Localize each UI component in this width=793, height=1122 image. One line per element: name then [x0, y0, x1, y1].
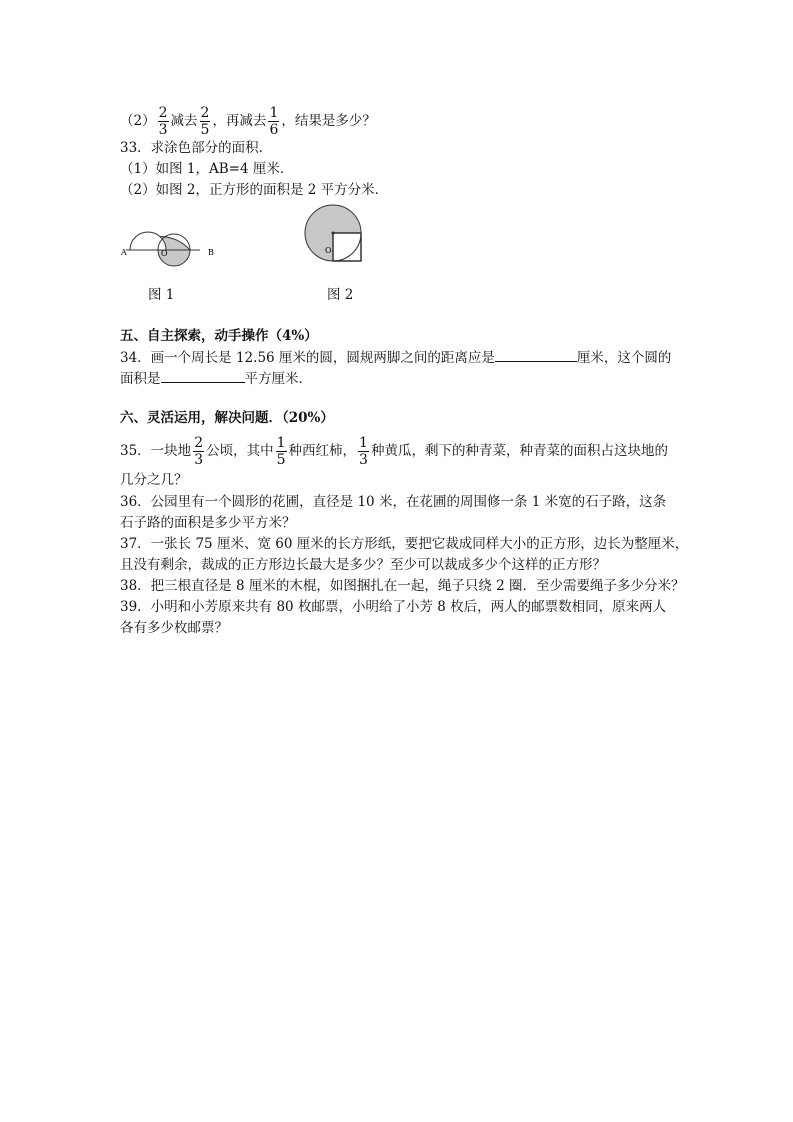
q37-line2: 且没有剩余，裁成的正方形边长最大是多少？至少可以裁成多少个这样的正方形？ — [120, 557, 606, 573]
fraction-1-5 — [276, 436, 287, 467]
fraction-denominator: 3 — [359, 452, 368, 468]
fraction-denominator: 5 — [200, 122, 210, 138]
fraction-numerator: 2 — [200, 105, 210, 121]
q33-part2: （2）如图 2，正方形的面积是 2 平方分米． — [120, 182, 389, 198]
fraction-denominator: 3 — [158, 122, 168, 138]
fraction-numerator: 1 — [359, 435, 368, 451]
fig1-label-b: B — [208, 248, 214, 257]
figure-2-diagram — [302, 200, 372, 268]
fraction-numerator: 2 — [158, 105, 168, 121]
q35-text-2: 公顷，其中 — [206, 443, 274, 459]
q34-line1 — [120, 347, 671, 368]
q32-part2 — [120, 106, 376, 137]
q35-line2: 几分之几？ — [120, 472, 188, 488]
q37-line1: 37．一张长 75 厘米、宽 60 厘米的长方形纸，要把它裁成同样大小的正方形，边长为整厘米， — [120, 536, 689, 552]
fraction-2-3 — [158, 106, 169, 137]
fraction-denominator: 3 — [194, 452, 204, 468]
q38: 38．把三根直径是 8 厘米的木棍，如图捆扎在一起，绳子只绕 2 圈．至少需要绳子多少分米？ — [120, 578, 685, 594]
fraction-2-5 — [200, 106, 211, 137]
fraction-denominator: 5 — [276, 452, 286, 468]
q39-line2: 各有多少枚邮票？ — [120, 620, 228, 636]
q39-line1: 39．小明和小芳原来共有 80 枚邮票，小明给了小芳 8 枚后，两人的邮票数相同，原来两人 — [120, 599, 667, 615]
q35-text-3: 种西红柿， — [288, 443, 357, 459]
q32-part2-prefix: （2） — [120, 113, 156, 129]
q34-blank-radius — [495, 347, 577, 362]
section-5-heading: 五、自主探索，动手操作（4%） — [120, 328, 318, 344]
q32-text-then-subtract: ，再减去 — [212, 113, 267, 129]
fraction-numerator: 1 — [276, 435, 286, 451]
q34-text-b: 厘米，这个圆的 — [576, 350, 672, 366]
q34-text-d: 平方厘米． — [244, 371, 312, 387]
fig2-white-quarter — [333, 233, 361, 261]
fraction-denominator: 6 — [269, 122, 279, 138]
q34-line2 — [120, 368, 312, 389]
figure-2-caption: 图 2 — [327, 287, 354, 303]
fraction-numerator: 2 — [194, 435, 204, 451]
q36-line2: 石子路的面积是多少平方米？ — [120, 515, 296, 531]
section-6-heading: 六、灵活运用，解决问题．（20%） — [120, 410, 334, 426]
q32-text-subtract: 减去 — [170, 113, 198, 129]
q35-text-1: 35．一块地 — [120, 443, 192, 459]
q32-text-result: ，结果是多少？ — [281, 113, 376, 129]
q35-text-4: 种黄瓜，剩下的种青菜，种青菜的面积占这块地的 — [370, 443, 668, 459]
q36-line1: 36．公园里有一个圆形的花圃，直径是 10 米，在花圃的周围修一条 1 米宽的石子路，这条 — [120, 494, 667, 510]
fraction-1-3 — [358, 436, 369, 467]
fig2-center-dot — [332, 232, 335, 235]
q34-text-a: 34．画一个周长是 12.56 厘米的圆，圆规两脚之间的距离应是 — [120, 350, 495, 366]
fig1-label-o: O — [161, 249, 168, 258]
q33-title: 33．求涂色部分的面积． — [120, 140, 273, 156]
figure-1-diagram — [118, 208, 218, 270]
fig2-label-o: O — [325, 246, 332, 255]
fraction-2-3 — [193, 436, 204, 467]
q33-part1: （1）如图 1，AB=4 厘米． — [120, 161, 294, 177]
q34-blank-area — [161, 368, 245, 383]
fraction-numerator: 1 — [269, 105, 279, 121]
q34-text-c: 面积是 — [120, 371, 161, 387]
fig1-label-a: A — [121, 248, 127, 257]
fraction-1-6 — [268, 106, 279, 137]
q35-line1 — [120, 436, 668, 467]
figure-1-caption: 图 1 — [148, 287, 175, 303]
